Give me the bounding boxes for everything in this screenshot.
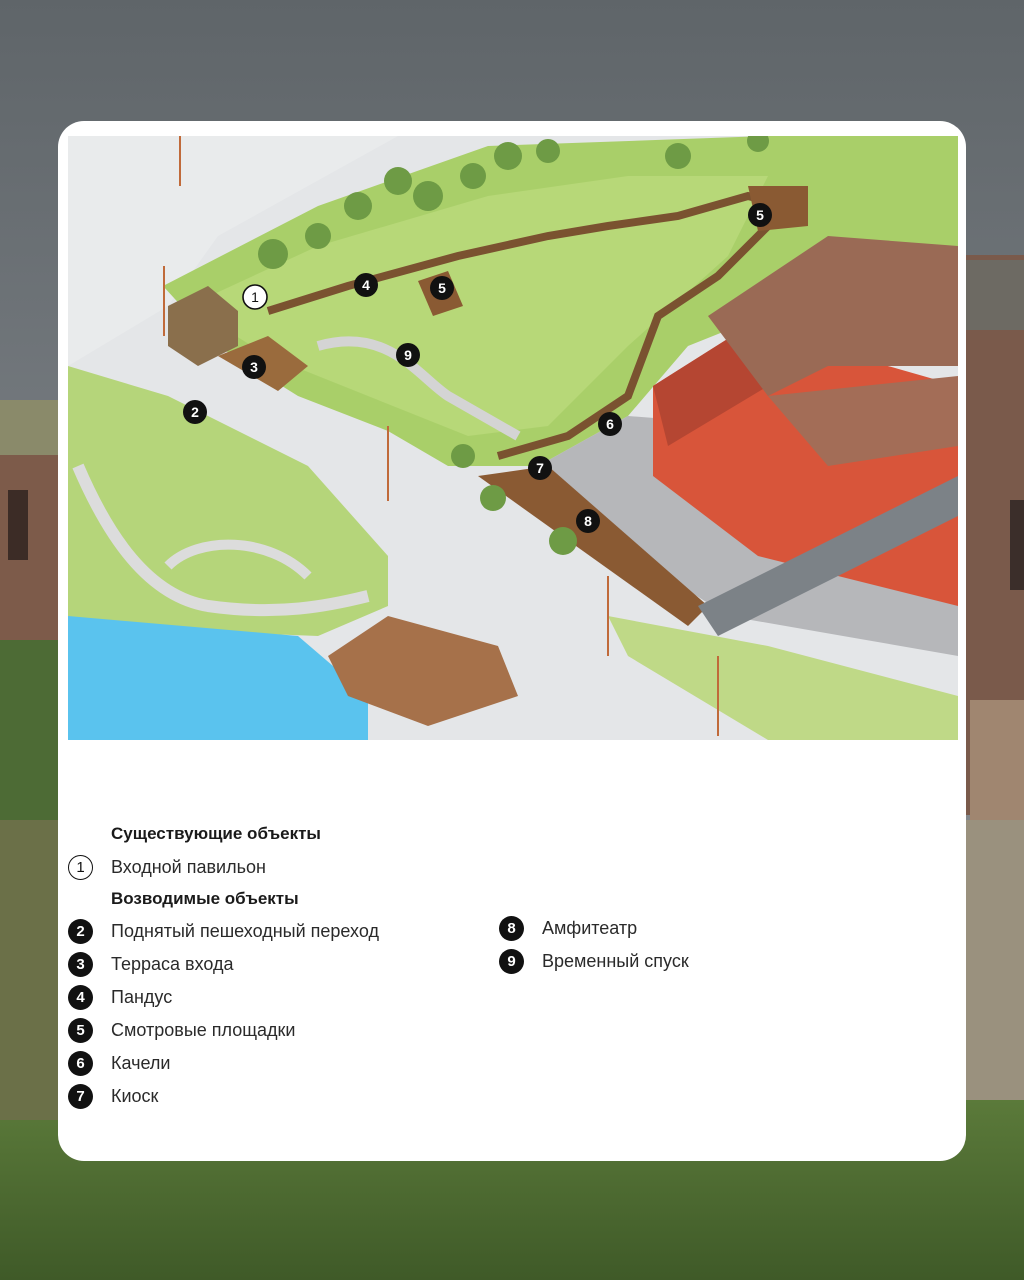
svg-text:7: 7 [536, 460, 544, 476]
legend [58, 121, 966, 1161]
svg-text:5: 5 [756, 207, 764, 223]
svg-text:1: 1 [251, 289, 259, 305]
legend-item-label: Амфитеатр [542, 918, 638, 938]
legend-item-label: Временный спуск [542, 951, 689, 971]
legend-number-badge: 1 [68, 855, 93, 880]
legend-number-badge: 4 [68, 985, 93, 1010]
svg-text:5: 5 [438, 280, 446, 296]
legend-number-badge: 8 [499, 916, 524, 941]
svg-text:8: 8 [584, 513, 592, 529]
legend-number-badge: 9 [499, 949, 524, 974]
svg-text:6: 6 [606, 416, 614, 432]
legend-item-label: Поднятый пешеходный переход [111, 921, 379, 941]
legend-number-badge: 6 [68, 1051, 93, 1076]
info-card [58, 121, 966, 1161]
svg-text:3: 3 [250, 359, 258, 375]
legend-number-badge: 7 [68, 1084, 93, 1109]
legend-heading-existing: Существующие объекты [111, 824, 321, 843]
svg-text:4: 4 [362, 277, 370, 293]
legend-item-label: Входной павильон [111, 857, 266, 877]
legend-number-badge: 5 [68, 1018, 93, 1043]
legend-number-badge: 2 [68, 919, 93, 944]
legend-item-label: Смотровые площадки [111, 1020, 296, 1040]
legend-heading-new: Возводимые объекты [111, 889, 299, 908]
legend-item-label: Киоск [111, 1086, 159, 1106]
svg-text:9: 9 [404, 347, 412, 363]
legend-item-label: Пандус [111, 987, 173, 1007]
svg-text:2: 2 [191, 404, 199, 420]
legend-item-label: Качели [111, 1053, 171, 1073]
legend-number-badge: 3 [68, 952, 93, 977]
legend-item-label: Терраса входа [111, 954, 234, 974]
